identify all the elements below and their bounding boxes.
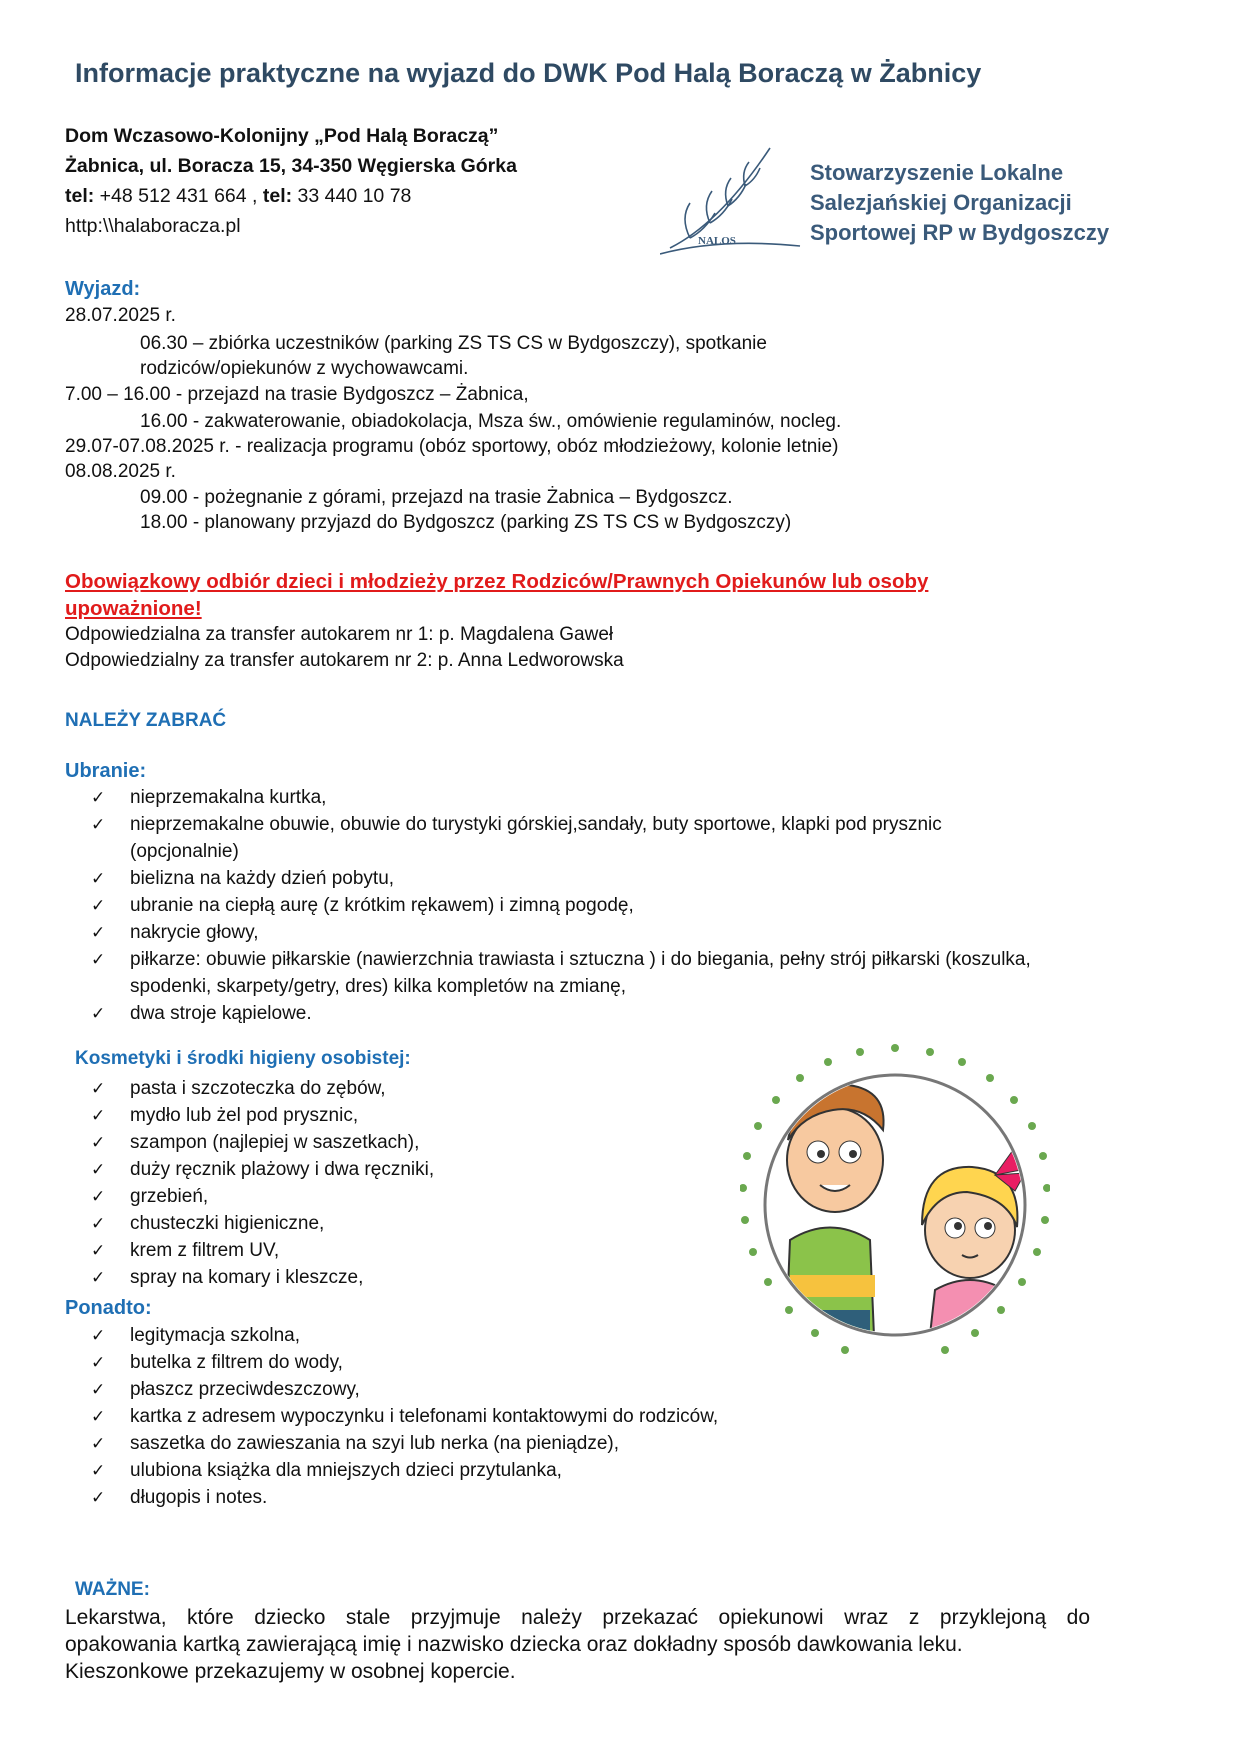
checkmark-icon: ✓ — [91, 1214, 106, 1233]
checkmark-icon: ✓ — [91, 788, 106, 807]
logo-text — [810, 158, 1109, 248]
list-item: ✓ płaszcz przeciwdeszczowy, — [65, 1376, 965, 1403]
list-item: ✓ butelka z filtrem do wody, — [65, 1349, 965, 1376]
checkmark-icon: ✓ — [91, 1268, 106, 1287]
ubranie-list — [65, 784, 1185, 1027]
logo-line-1: Stowarzyszenie Lokalne — [810, 160, 1064, 185]
list-item: ✓ ulubiona książka dla mniejszych dzieci przytulanka, — [65, 1457, 965, 1484]
children-illustration — [740, 1040, 1050, 1395]
website-link[interactable]: http:\\halaboracza.pl — [65, 215, 241, 237]
wazne-heading: WAŻNE: — [75, 1579, 150, 1600]
checkmark-icon: ✓ — [91, 1160, 106, 1179]
wyjazd-line: 29.07-07.08.2025 r. - realizacja programu (obóz sportowy, obóz młodzieżowy, kolonie letnie) — [65, 436, 839, 457]
kosmetyki-heading: Kosmetyki i środki higieny osobistej: — [75, 1048, 411, 1069]
checkmark-icon: ✓ — [91, 1187, 106, 1206]
checkmark-icon: ✓ — [91, 1380, 106, 1399]
organization-logo — [660, 128, 1165, 276]
transfer-2: Odpowiedzialny za transfer autokarem nr 2: p. Anna Ledworowska — [65, 650, 624, 671]
pickup-notice — [65, 568, 928, 622]
list-item: ✓ długopis i notes. — [65, 1484, 965, 1511]
wazne-line-1: Lekarstwa, które dziecko stale przyjmuje należy przekazać opiekunowi wraz z przyklejoną do — [65, 1606, 1090, 1629]
checkmark-icon: ✓ — [91, 815, 106, 834]
checkmark-icon: ✓ — [91, 1326, 106, 1345]
address-block — [65, 121, 517, 241]
checkmark-icon: ✓ — [91, 1461, 106, 1480]
list-item: ✓ spray na komary i kleszcze, — [65, 1264, 765, 1291]
checkmark-icon: ✓ — [91, 1079, 106, 1098]
checkmark-icon: ✓ — [91, 1407, 106, 1426]
list-item: ✓ mydło lub żel pod prysznic, — [65, 1102, 765, 1129]
logo-line-3: Sportowej RP w Bydgoszczy — [810, 220, 1110, 245]
logo-line-2: Salezjańskiej Organizacji — [810, 190, 1072, 215]
address-name: Dom Wczasowo-Kolonijny „Pod Halą Boraczą” — [65, 125, 499, 147]
wazne-text — [65, 1604, 1090, 1685]
list-item: ✓ bielizna na każdy dzień pobytu, — [65, 865, 1185, 892]
wyjazd-line: 28.07.2025 r. — [65, 305, 176, 326]
list-item: ✓ nieprzemakalne obuwie, obuwie do turystyki górskiej,sandały, buty sportowe, klapki pod prysznic (opcjonalnie) — [65, 811, 1185, 865]
ubranie-heading: Ubranie: — [65, 760, 147, 782]
pickup-notice-line-1: Obowiązkowy odbiór dzieci i młodzieży przez Rodziców/Prawnych Opiekunów lub osoby — [65, 570, 929, 593]
logo-badge: NALOS — [698, 235, 736, 247]
list-item: ✓ nakrycie głowy, — [65, 919, 1185, 946]
kosmetyki-list — [65, 1075, 765, 1291]
list-item: ✓ krem z filtrem UV, — [65, 1237, 765, 1264]
ponadto-heading: Ponadto: — [65, 1297, 152, 1319]
checkmark-icon: ✓ — [91, 1434, 106, 1453]
wyjazd-line: 06.30 – zbiórka uczestników (parking ZS TS CS w Bydgoszczy), spotkanie — [140, 333, 767, 354]
checkmark-icon: ✓ — [91, 896, 106, 915]
list-item: ✓ piłkarze: obuwie piłkarskie (nawierzchnia trawiasta i sztuczna ) i do biegania, pełny strój piłkarski (koszulka, spodenki, skarpety/getry, dres) kilka kompletów na zmianę, — [65, 946, 1185, 1000]
wyjazd-line: rodziców/opiekunów z wychowawcami. — [140, 358, 469, 379]
nalezy-zabrac-heading: NALEŻY ZABRAĆ — [65, 710, 227, 731]
address-phones — [65, 181, 517, 211]
wazne-line-3: Kieszonkowe przekazujemy w osobnej kopercie. — [65, 1660, 516, 1683]
tel-1: +48 512 431 664 , — [94, 185, 263, 207]
list-item: ✓ nieprzemakalna kurtka, — [65, 784, 1185, 811]
wyjazd-line: 16.00 - zakwaterowanie, obiadokolacja, Msza św., omówienie regulaminów, nocleg. — [140, 411, 842, 432]
address-street: Żabnica, ul. Boracza 15, 34-350 Węgierska Górka — [65, 155, 517, 177]
wyjazd-line: 7.00 – 16.00 - przejazd na trasie Bydgoszcz – Żabnica, — [65, 384, 529, 405]
checkmark-icon: ✓ — [91, 1488, 106, 1507]
laurel-branch-icon — [660, 128, 810, 276]
tel-label: tel: — [65, 185, 95, 207]
list-item: ✓ kartka z adresem wypoczynku i telefonami kontaktowymi do rodziców, — [65, 1403, 965, 1430]
list-item: ✓ legitymacja szkolna, — [65, 1322, 965, 1349]
wyjazd-line: 18.00 - planowany przyjazd do Bydgoszcz (parking ZS TS CS w Bydgoszczy) — [140, 512, 792, 533]
transfer-1: Odpowiedzialna za transfer autokarem nr 1: p. Magdalena Gaweł — [65, 624, 614, 645]
list-item: ✓ szampon (najlepiej w saszetkach), — [65, 1129, 765, 1156]
wazne-line-2: opakowania kartką zawierającą imię i nazwisko dziecka oraz dokładny sposób dawkowania leku. — [65, 1633, 963, 1656]
page-title: Informacje praktyczne na wyjazd do DWK Pod Halą Boraczą w Żabnicy — [75, 58, 982, 88]
list-item: ✓ pasta i szczoteczka do zębów, — [65, 1075, 765, 1102]
checkmark-icon: ✓ — [91, 950, 106, 969]
list-item: ✓ saszetka do zawieszania na szyi lub nerka (na pieniądze), — [65, 1430, 965, 1457]
list-item: ✓ chusteczki higieniczne, — [65, 1210, 765, 1237]
pickup-notice-line-2: upoważnione! — [65, 597, 202, 620]
checkmark-icon: ✓ — [91, 1004, 106, 1023]
checkmark-icon: ✓ — [91, 1353, 106, 1372]
checkmark-icon: ✓ — [91, 869, 106, 888]
list-item: ✓ grzebień, — [65, 1183, 765, 1210]
tel-2: 33 440 10 78 — [292, 185, 412, 207]
checkmark-icon: ✓ — [91, 923, 106, 942]
wyjazd-line: 08.08.2025 r. — [65, 461, 176, 482]
list-item: ✓ dwa stroje kąpielowe. — [65, 1000, 1185, 1027]
tel-label-2: tel: — [262, 185, 293, 207]
wyjazd-line: 09.00 - pożegnanie z górami, przejazd na trasie Żabnica – Bydgoszcz. — [140, 487, 733, 508]
wyjazd-heading: Wyjazd: — [65, 278, 141, 300]
checkmark-icon: ✓ — [91, 1241, 106, 1260]
list-item: ✓ ubranie na ciepłą aurę (z krótkim rękawem) i zimną pogodę, — [65, 892, 1185, 919]
list-item: ✓ duży ręcznik plażowy i dwa ręczniki, — [65, 1156, 765, 1183]
checkmark-icon: ✓ — [91, 1133, 106, 1152]
checkmark-icon: ✓ — [91, 1106, 106, 1125]
